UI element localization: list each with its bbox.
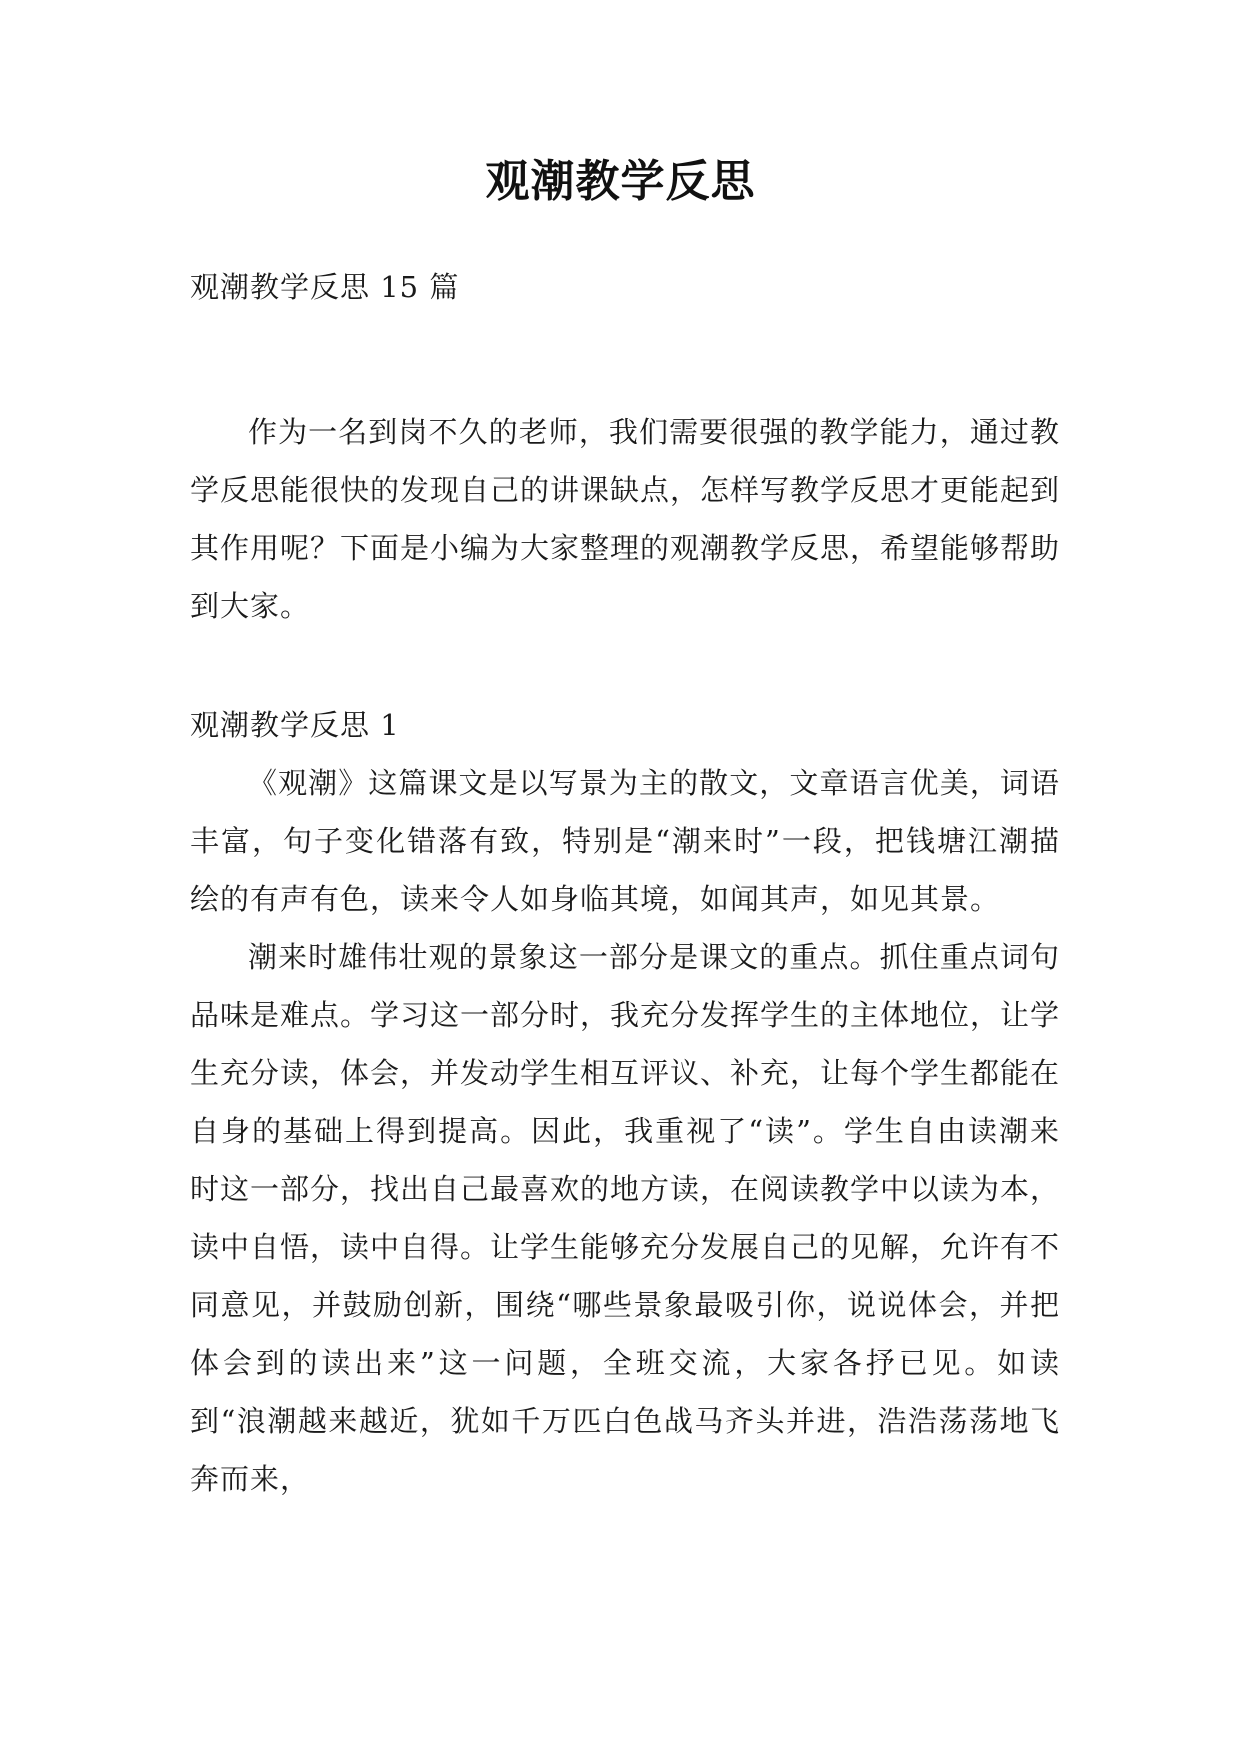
section-body: [190, 754, 1060, 1508]
intro-paragraph: 作为一名到岗不久的老师，我们需要很强的教学能力，通过教学反思能很快的发现自己的讲课缺点，怎样写教学反思才更能起到其作用呢？下面是小编为大家整理的观潮教学反思，希望能够帮助到大家。: [190, 415, 1061, 623]
body-paragraph: 《观潮》这篇课文是以写景为主的散文，文章语言优美，词语丰富，句子变化错落有致，特别是“潮来时”一段，把钱塘江潮描绘的有声有色，读来令人如身临其境，如闻其声，如见其景。: [190, 766, 1060, 916]
section-heading: 观潮教学反思 1: [190, 708, 400, 742]
document-subtitle: 观潮教学反思 15 篇: [190, 270, 460, 304]
body-paragraph: 潮来时雄伟壮观的景象这一部分是课文的重点。抓住重点词句品味是难点。学习这一部分时，我充分发挥学生的主体地位，让学生充分读，体会，并发动学生相互评议、补充，让每个学生都能在自身的基础上得到提高。因此，我重视了“读”。学生自由读潮来时这一部分，找出自己最喜欢的地方读，在阅读教学中以读为本，读中自悟，读中自得。让学生能够充分发展自己的见解，允许有不同意见，并鼓励创新，围绕“哪些景象最吸引你，说说体会，并把体会到的读出来”这一问题，全班交流，大家各抒已见。如读到“浪潮越来越近，犹如千万匹白色战马齐头并进，浩浩荡荡地飞奔而来，: [190, 940, 1061, 1496]
document-title: 观潮教学反思: [485, 156, 756, 207]
intro-paragraph-block: [190, 403, 1060, 635]
